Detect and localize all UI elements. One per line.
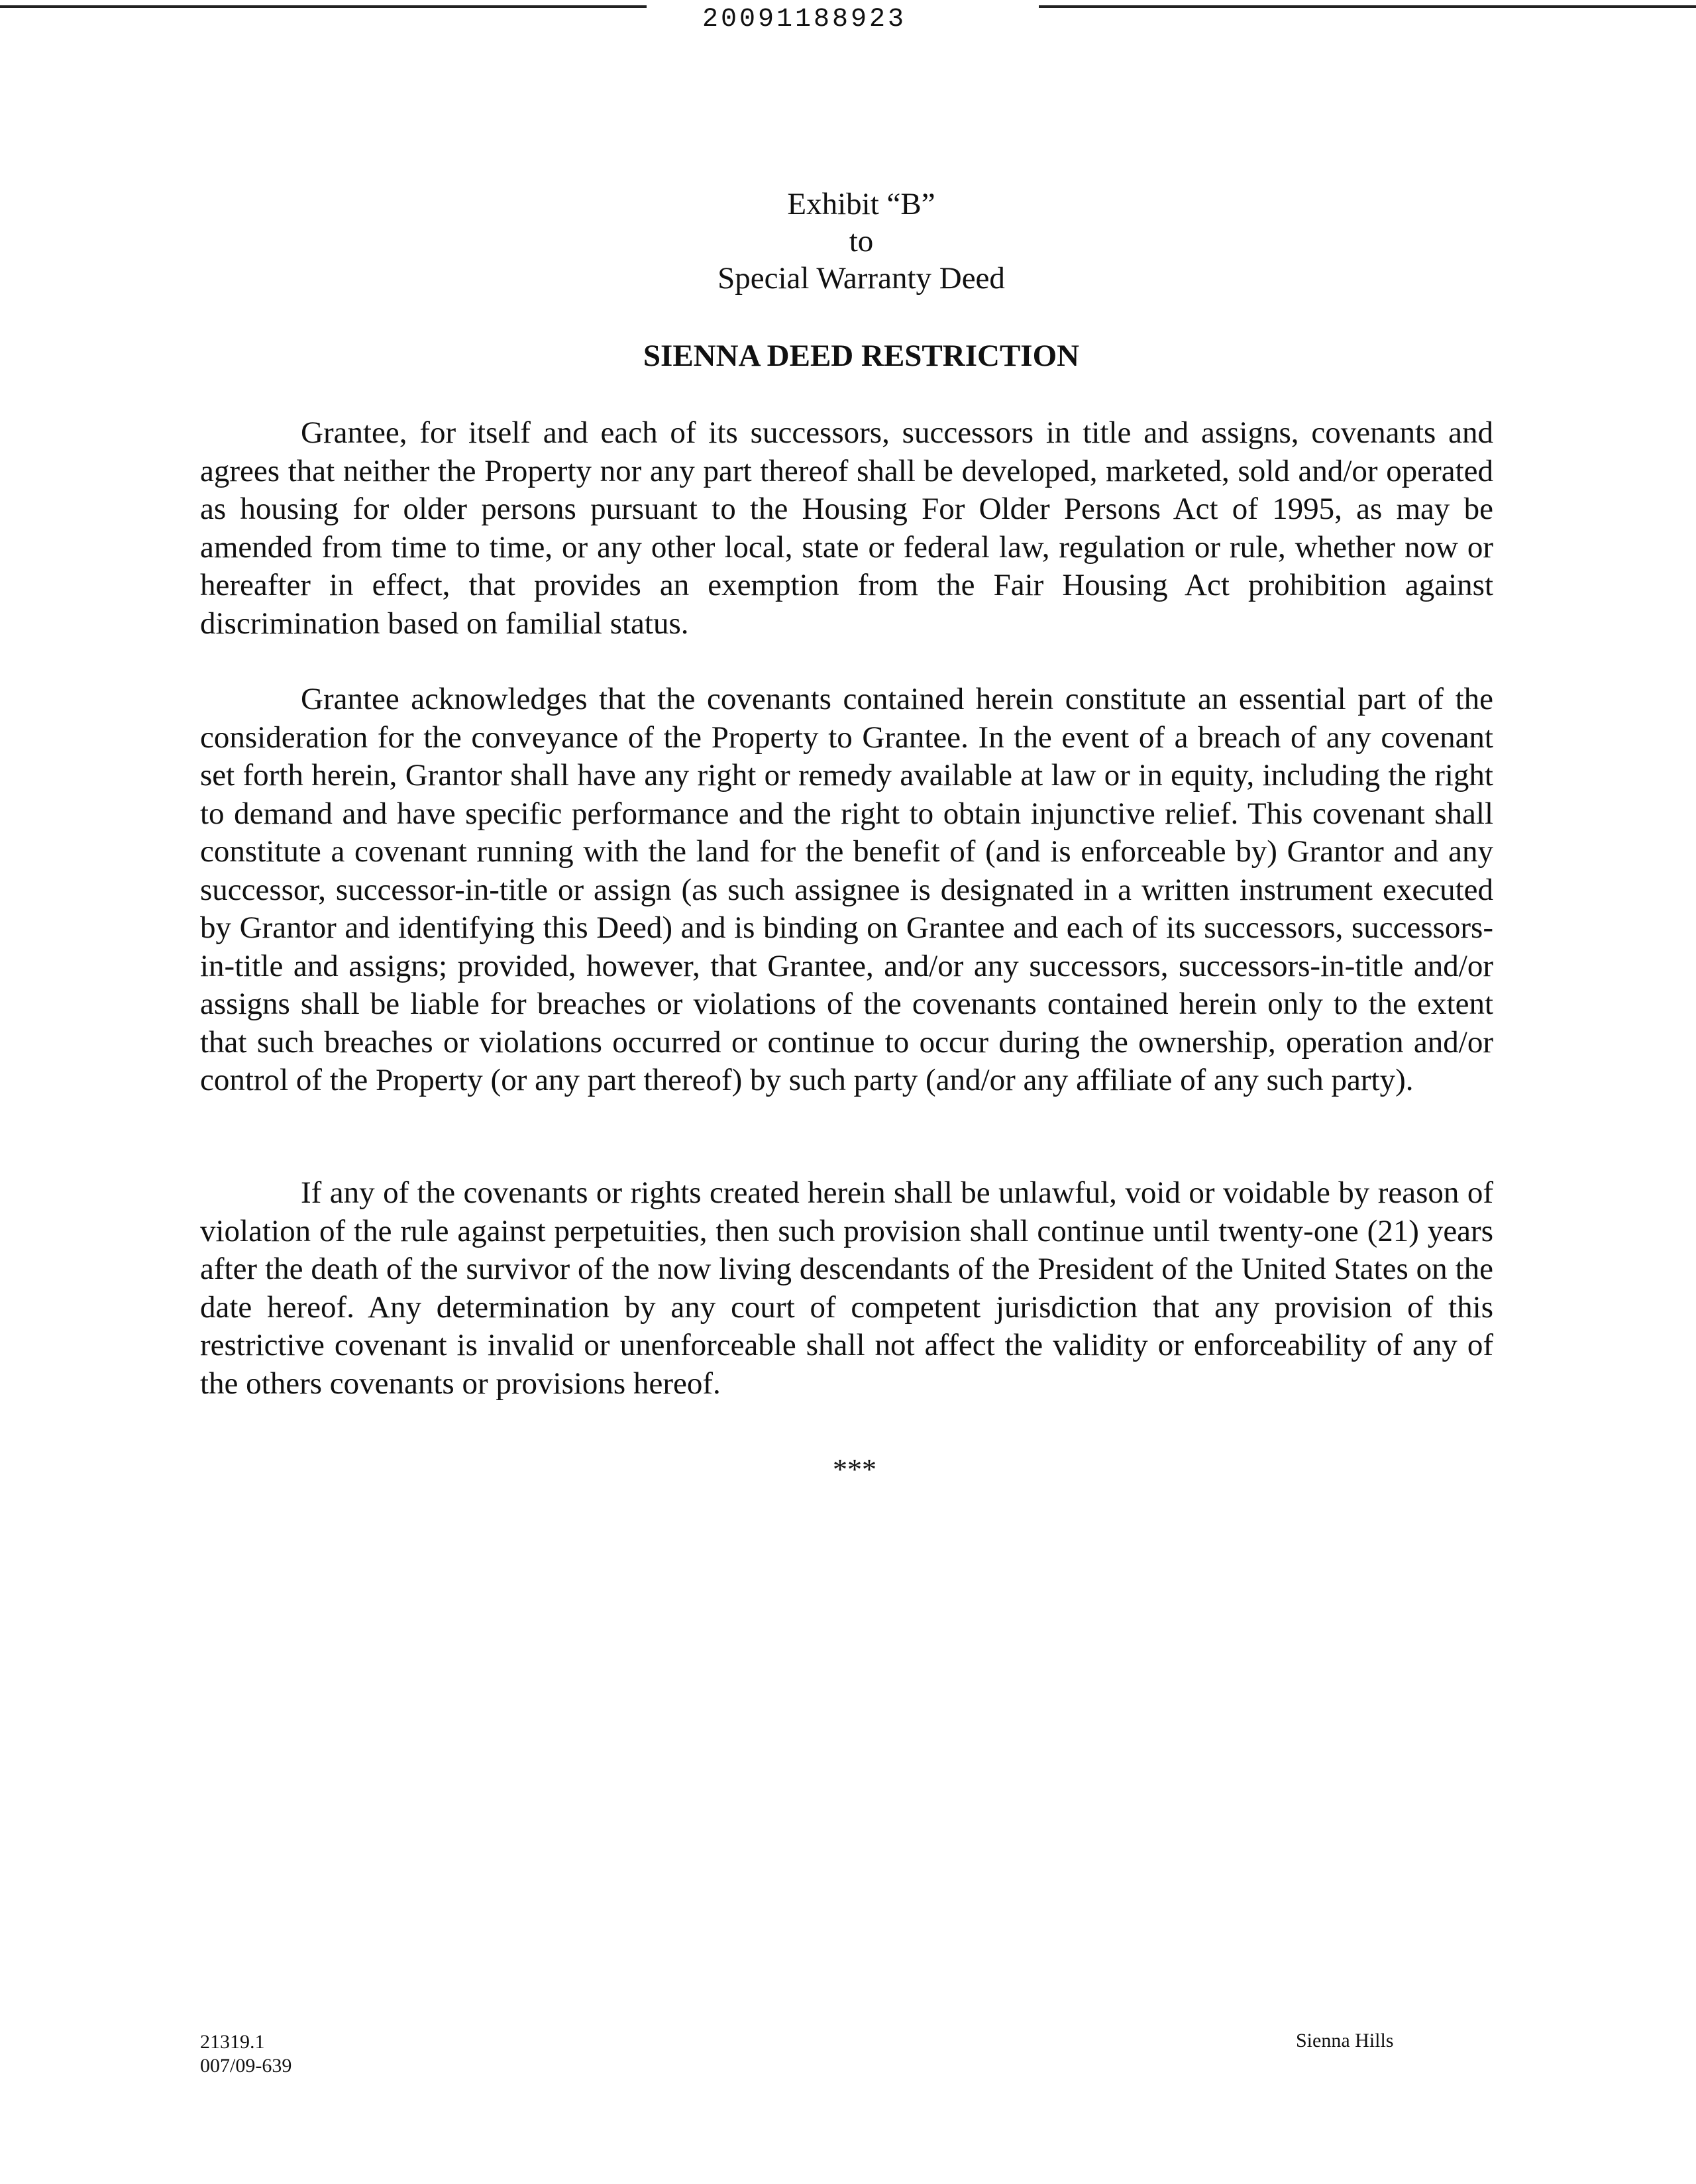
section-separator: *** bbox=[833, 1453, 876, 1486]
footer-doc-id: 21319.1 bbox=[200, 2031, 265, 2053]
paragraph-perpetuities: If any of the covenants or rights created herein shall be unlawful, void or voidable by reason of violation of the rule against perpetuities, then such provision shall continue until twenty-one (21) years after the death of the survivor of the now living descendants of the President of the United States on the date hereof. Any determination by any court of competent jurisdiction that any provision of this restrictive covenant is invalid or unenforceable shall not affect the validity or enforceability of any of the others covenants or provisions hereof. bbox=[200, 1175, 1493, 1401]
paragraph-restriction: Grantee, for itself and each of its successors, successors in title and assigns, covenants and agrees that neither the Property nor any part thereof shall be developed, marketed, sold and/or operated as housing for older persons pursuant to the Housing For Older Persons Act of 1995, as may be amended from time to time, or any other local, state or federal law, regulation or rule, whether now or hereafter in effect, that provides an exemption from the Fair Housing Act prohibition against discrimination based on familial status. bbox=[200, 415, 1493, 641]
exhibit-label: Exhibit “B” bbox=[787, 187, 935, 221]
page-title: SIENNA DEED RESTRICTION bbox=[643, 339, 1080, 373]
footer-file-number: 007/09-639 bbox=[200, 2055, 292, 2077]
footer-project-name: Sienna Hills bbox=[1296, 2030, 1394, 2051]
deed-name: Special Warranty Deed bbox=[717, 261, 1005, 296]
footer-reference bbox=[200, 2030, 292, 2078]
top-rule-left bbox=[0, 5, 647, 8]
exhibit-heading bbox=[0, 186, 1696, 297]
exhibit-to: to bbox=[849, 224, 874, 258]
paragraph-acknowledgement: Grantee acknowledges that the covenants contained herein constitute an essential part of the consideration for the conveyance of the Property to Grantee. In the event of a breach of any covenant set forth herein, Grantor shall have any right or remedy available at law or in equity, including the right to demand and have specific performance and the right to obtain injunctive relief. This covenant shall constitute a covenant running with the land for the benefit of (and is enforceable by) Grantor and any successor, successor-in-title or assign (as such assignee is designated in a written instrument executed by Grantor and identifying this Deed) and is binding on Grantee and each of its successors, successors-in-title and assigns; provided, however, that Grantee, and/or any successors, successors-in-title and/or assigns shall be liable for breaches or violations of the covenants contained herein only to the extent that such breaches or violations occurred or continue to occur during the ownership, operation and/or control of the Property (or any part thereof) by such party (and/or any affiliate of any such party). bbox=[200, 682, 1493, 1097]
top-rule-right bbox=[1039, 5, 1696, 8]
document-number: 20091188923 bbox=[702, 5, 907, 34]
